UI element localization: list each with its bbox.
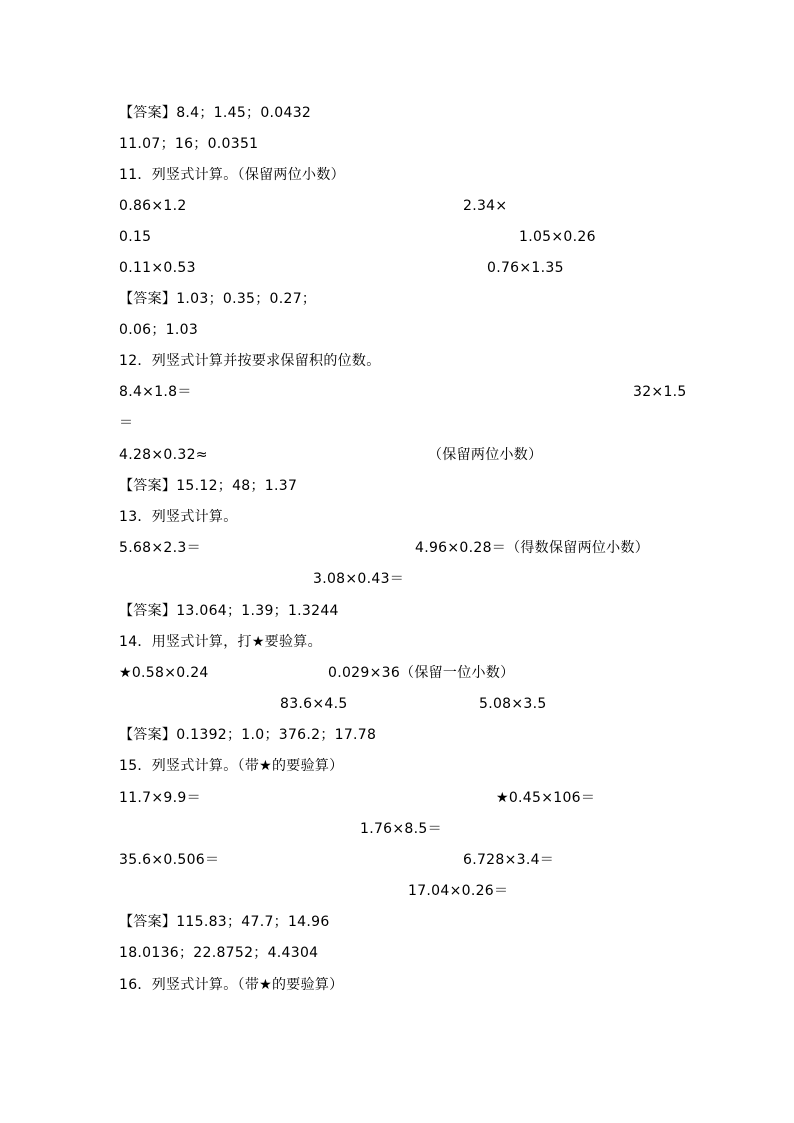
answer-10-line-1: 【答案】8.4；1.45；0.0432	[119, 105, 312, 121]
answer-15-line-1: 【答案】115.83；47.7；14.96	[119, 914, 330, 930]
question-15-item-c: 1.76×8.5＝	[360, 821, 442, 837]
question-15-item-a: 11.7×9.9＝	[119, 790, 201, 806]
question-15-item-b: ★0.45×106＝	[496, 790, 596, 806]
question-12-item-a: 8.4×1.8＝	[119, 384, 192, 400]
question-14-item-d: 5.08×3.5	[479, 696, 547, 712]
question-11-item-d: 0.11×0.53	[119, 260, 196, 276]
question-12-item-b: 32×1.5	[633, 384, 687, 400]
question-12-title: 12．列竖式计算并按要求保留积的位数。	[119, 353, 381, 369]
answer-12: 【答案】15.12；48；1.37	[119, 478, 298, 494]
answer-15-line-2: 18.0136；22.8752；4.4304	[119, 945, 319, 961]
question-11-item-c: 1.05×0.26	[519, 229, 596, 245]
question-12-item-c-note: （保留两位小数）	[428, 447, 543, 463]
question-11-item-e: 0.76×1.35	[487, 260, 564, 276]
question-11-title: 11．列竖式计算。（保留两位小数）	[119, 167, 345, 183]
answer-13: 【答案】13.064；1.39；1.3244	[119, 603, 339, 619]
answer-14: 【答案】0.1392；1.0；376.2；17.78	[119, 727, 377, 743]
question-12-item-c: 4.28×0.32≈	[119, 447, 208, 463]
question-13-title: 13．列竖式计算。	[119, 509, 238, 525]
question-14-title: 14．用竖式计算，打★要验算。	[119, 634, 322, 650]
question-15-title: 15．列竖式计算。（带★的要验算）	[119, 758, 344, 774]
question-14-item-b: 0.029×36（保留一位小数）	[328, 665, 515, 681]
question-13-item-b: 4.96×0.28＝（得数保留两位小数）	[415, 540, 650, 556]
question-11-item-b: 2.34×	[463, 198, 508, 214]
question-15-item-d: 35.6×0.506＝	[119, 852, 220, 868]
answer-11-line-1: 【答案】1.03；0.35；0.27；	[119, 291, 317, 307]
question-11-item-b-cont: 0.15	[119, 229, 152, 245]
question-15-item-f: 17.04×0.26＝	[408, 883, 509, 899]
question-15-item-e: 6.728×3.4＝	[463, 852, 555, 868]
question-16-title: 16．列竖式计算。（带★的要验算）	[119, 977, 344, 993]
question-11-item-a: 0.86×1.2	[119, 198, 187, 214]
question-13-item-a: 5.68×2.3＝	[119, 540, 201, 556]
answer-10-line-2: 11.07；16；0.0351	[119, 136, 259, 152]
question-12-item-b-cont: ＝	[119, 415, 134, 431]
question-14-item-a: ★0.58×0.24	[119, 665, 209, 681]
question-14-item-c: 83.6×4.5	[280, 696, 348, 712]
answer-11-line-2: 0.06；1.03	[119, 322, 199, 338]
question-13-item-c: 3.08×0.43＝	[313, 571, 405, 587]
